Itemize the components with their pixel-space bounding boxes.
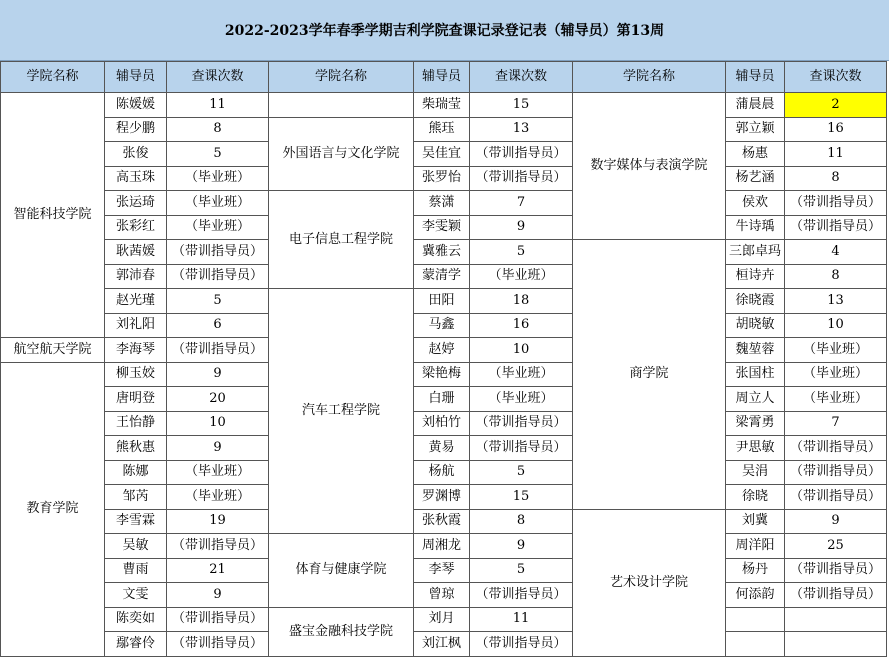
count-cell[interactable]: 8 xyxy=(785,264,887,289)
table-row xyxy=(1,583,887,608)
count-cell[interactable]: 2 xyxy=(785,93,887,118)
college-cell[interactable]: 电子信息工程学院 xyxy=(269,191,414,289)
counselor-cell[interactable]: 陈媛媛 xyxy=(105,93,167,118)
table-row xyxy=(1,436,887,461)
table-row xyxy=(1,142,887,167)
counselor-cell[interactable]: 曹雨 xyxy=(105,558,167,583)
count-cell[interactable] xyxy=(785,632,887,657)
header-row xyxy=(1,62,887,93)
count-cell[interactable]: 18 xyxy=(470,289,573,314)
count-cell[interactable]: 8 xyxy=(785,166,887,191)
count-cell[interactable]: （带训指导员） xyxy=(470,411,573,436)
counselor-cell[interactable]: 李海琴 xyxy=(105,338,167,363)
count-cell[interactable]: （带训指导员） xyxy=(167,607,269,632)
count-cell[interactable]: 13 xyxy=(785,289,887,314)
count-cell[interactable]: （毕业班） xyxy=(167,191,269,216)
counselor-cell[interactable]: 蔡潇 xyxy=(414,191,470,216)
table-row xyxy=(1,509,887,534)
counselor-cell[interactable] xyxy=(726,607,785,632)
counselor-cell[interactable]: 刘礼阳 xyxy=(105,313,167,338)
count-cell[interactable]: 7 xyxy=(470,191,573,216)
inspection-table xyxy=(0,61,887,657)
college-cell[interactable] xyxy=(269,93,414,118)
counselor-cell[interactable]: 刘柏竹 xyxy=(414,411,470,436)
counselor-cell[interactable]: 侯欢 xyxy=(726,191,785,216)
counselor-cell[interactable]: 罗渊博 xyxy=(414,485,470,510)
counselor-cell[interactable]: 杨艺涵 xyxy=(726,166,785,191)
count-cell[interactable] xyxy=(785,607,887,632)
counselor-cell[interactable]: 蒙清学 xyxy=(414,264,470,289)
counselor-cell[interactable]: 吴涓 xyxy=(726,460,785,485)
counselor-cell[interactable]: 蒲晨晨 xyxy=(726,93,785,118)
counselor-cell[interactable]: 周湘龙 xyxy=(414,534,470,559)
counselor-cell[interactable]: 程少鹏 xyxy=(105,117,167,142)
count-cell[interactable]: （带训指导员） xyxy=(785,583,887,608)
counselor-cell[interactable]: 徐晓霞 xyxy=(726,289,785,314)
counselor-cell[interactable]: 柴瑞莹 xyxy=(414,93,470,118)
count-cell[interactable]: （毕业班） xyxy=(167,460,269,485)
counselor-cell[interactable]: 熊珏 xyxy=(414,117,470,142)
count-cell[interactable]: 8 xyxy=(470,509,573,534)
count-cell[interactable]: 10 xyxy=(167,411,269,436)
count-cell[interactable]: （带训指导员） xyxy=(167,632,269,657)
table-row xyxy=(1,534,887,559)
count-cell[interactable]: 11 xyxy=(470,607,573,632)
table-row xyxy=(1,460,887,485)
counselor-cell[interactable]: 王怡静 xyxy=(105,411,167,436)
count-cell[interactable]: 13 xyxy=(470,117,573,142)
counselor-cell[interactable]: 梁霄勇 xyxy=(726,411,785,436)
table-row xyxy=(1,289,887,314)
count-cell[interactable]: （带训指导员） xyxy=(470,436,573,461)
header-college[interactable]: 学院名称 xyxy=(573,62,726,93)
header-counselor[interactable]: 辅导员 xyxy=(105,62,167,93)
count-cell[interactable]: （带训指导员） xyxy=(785,460,887,485)
college-cell[interactable]: 智能科技学院 xyxy=(1,93,105,338)
counselor-cell[interactable]: 尹思敏 xyxy=(726,436,785,461)
table-row xyxy=(1,93,887,118)
counselor-cell[interactable]: 张运琦 xyxy=(105,191,167,216)
count-cell[interactable]: 9 xyxy=(167,583,269,608)
counselor-cell[interactable] xyxy=(726,632,785,657)
count-cell[interactable]: （带训指导员） xyxy=(785,215,887,240)
count-cell[interactable]: （带训指导员） xyxy=(785,485,887,510)
count-cell[interactable]: （毕业班） xyxy=(167,215,269,240)
counselor-cell[interactable]: 马鑫 xyxy=(414,313,470,338)
counselor-cell[interactable]: 吴佳宜 xyxy=(414,142,470,167)
count-cell[interactable]: 9 xyxy=(785,509,887,534)
college-cell[interactable]: 盛宝金融科技学院 xyxy=(269,607,414,656)
count-cell[interactable]: （毕业班） xyxy=(167,485,269,510)
counselor-cell[interactable]: 唐明登 xyxy=(105,387,167,412)
count-cell[interactable]: （带训指导员） xyxy=(785,436,887,461)
count-cell[interactable]: （带训指导员） xyxy=(167,264,269,289)
header-count[interactable]: 查课次数 xyxy=(785,62,887,93)
count-cell[interactable]: 5 xyxy=(167,289,269,314)
counselor-cell[interactable]: 张彩红 xyxy=(105,215,167,240)
counselor-cell[interactable]: 邹芮 xyxy=(105,485,167,510)
table-row xyxy=(1,558,887,583)
college-cell[interactable]: 商学院 xyxy=(573,240,726,510)
header-counselor[interactable]: 辅导员 xyxy=(726,62,785,93)
counselor-cell[interactable]: 陈奕如 xyxy=(105,607,167,632)
counselor-cell[interactable]: 赵光瑾 xyxy=(105,289,167,314)
counselor-cell[interactable]: 曾琼 xyxy=(414,583,470,608)
count-cell[interactable]: （带训指导员） xyxy=(785,191,887,216)
counselor-cell[interactable]: 郭沛春 xyxy=(105,264,167,289)
counselor-cell[interactable]: 白珊 xyxy=(414,387,470,412)
counselor-cell[interactable]: 李雯颖 xyxy=(414,215,470,240)
counselor-cell[interactable]: 高玉珠 xyxy=(105,166,167,191)
counselor-cell[interactable]: 杨航 xyxy=(414,460,470,485)
count-cell[interactable]: 9 xyxy=(470,215,573,240)
college-cell[interactable]: 航空航天学院 xyxy=(1,338,105,363)
header-college[interactable]: 学院名称 xyxy=(1,62,105,93)
table-row xyxy=(1,411,887,436)
counselor-cell[interactable]: 牛诗瑀 xyxy=(726,215,785,240)
sheet-title[interactable]: 2022-2023学年春季学期吉利学院查课记录登记表（辅导员）第13周 xyxy=(0,0,889,61)
counselor-cell[interactable]: 张罗怡 xyxy=(414,166,470,191)
count-cell[interactable]: （带训指导员） xyxy=(470,142,573,167)
count-cell[interactable]: 5 xyxy=(470,240,573,265)
counselor-cell[interactable]: 熊秋惠 xyxy=(105,436,167,461)
header-college[interactable]: 学院名称 xyxy=(269,62,414,93)
count-cell[interactable]: 20 xyxy=(167,387,269,412)
count-cell[interactable]: 9 xyxy=(167,436,269,461)
count-cell[interactable]: 16 xyxy=(470,313,573,338)
counselor-cell[interactable]: 黄易 xyxy=(414,436,470,461)
count-cell[interactable]: （带训指导员） xyxy=(470,583,573,608)
counselor-cell[interactable]: 刘江枫 xyxy=(414,632,470,657)
counselor-cell[interactable]: 张国柱 xyxy=(726,362,785,387)
counselor-cell[interactable]: 张俊 xyxy=(105,142,167,167)
college-cell[interactable]: 教育学院 xyxy=(1,362,105,656)
count-cell[interactable]: 9 xyxy=(470,534,573,559)
count-cell[interactable]: 7 xyxy=(785,411,887,436)
count-cell[interactable]: 5 xyxy=(167,142,269,167)
count-cell[interactable]: 4 xyxy=(785,240,887,265)
count-cell[interactable]: 5 xyxy=(470,558,573,583)
college-cell[interactable]: 数字媒体与表演学院 xyxy=(573,93,726,240)
college-cell[interactable]: 外国语言与文化学院 xyxy=(269,117,414,191)
count-cell[interactable]: （带训指导员） xyxy=(167,338,269,363)
counselor-cell[interactable]: 耿茜媛 xyxy=(105,240,167,265)
count-cell[interactable]: 25 xyxy=(785,534,887,559)
table-row xyxy=(1,387,887,412)
counselor-cell[interactable]: 吴敏 xyxy=(105,534,167,559)
counselor-cell[interactable]: 杨惠 xyxy=(726,142,785,167)
count-cell[interactable]: 21 xyxy=(167,558,269,583)
count-cell[interactable]: 15 xyxy=(470,485,573,510)
counselor-cell[interactable]: 李雪霖 xyxy=(105,509,167,534)
count-cell[interactable]: （毕业班） xyxy=(167,166,269,191)
count-cell[interactable]: （带训指导员） xyxy=(167,534,269,559)
count-cell[interactable]: 8 xyxy=(167,117,269,142)
count-cell[interactable]: 9 xyxy=(167,362,269,387)
counselor-cell[interactable]: 陈娜 xyxy=(105,460,167,485)
counselor-cell[interactable]: 梁艳梅 xyxy=(414,362,470,387)
table-row xyxy=(1,117,887,142)
count-cell[interactable]: 16 xyxy=(785,117,887,142)
count-cell[interactable]: 19 xyxy=(167,509,269,534)
count-cell[interactable]: （带训指导员） xyxy=(470,166,573,191)
counselor-cell[interactable]: 杨丹 xyxy=(726,558,785,583)
count-cell[interactable]: （带训指导员） xyxy=(785,558,887,583)
college-cell[interactable]: 汽车工程学院 xyxy=(269,289,414,534)
counselor-cell[interactable]: 何添韵 xyxy=(726,583,785,608)
counselor-cell[interactable]: 田阳 xyxy=(414,289,470,314)
count-cell[interactable]: （毕业班） xyxy=(470,264,573,289)
table-row xyxy=(1,191,887,216)
counselor-cell[interactable]: 胡晓敏 xyxy=(726,313,785,338)
count-cell[interactable]: 5 xyxy=(470,460,573,485)
table-row xyxy=(1,338,887,363)
count-cell[interactable]: （毕业班） xyxy=(470,387,573,412)
count-cell[interactable]: （毕业班） xyxy=(785,338,887,363)
table-row xyxy=(1,215,887,240)
counselor-cell[interactable]: 刘冀 xyxy=(726,509,785,534)
counselor-cell[interactable]: 周立人 xyxy=(726,387,785,412)
counselor-cell[interactable]: 赵婷 xyxy=(414,338,470,363)
counselor-cell[interactable]: 周洋阳 xyxy=(726,534,785,559)
college-cell[interactable]: 艺术设计学院 xyxy=(573,509,726,656)
header-count[interactable]: 查课次数 xyxy=(167,62,269,93)
table-row xyxy=(1,264,887,289)
counselor-cell[interactable]: 鄢睿伶 xyxy=(105,632,167,657)
table-row xyxy=(1,166,887,191)
counselor-cell[interactable]: 刘月 xyxy=(414,607,470,632)
count-cell[interactable]: （毕业班） xyxy=(785,362,887,387)
table-row xyxy=(1,313,887,338)
table-row xyxy=(1,362,887,387)
counselor-cell[interactable]: 柳玉姣 xyxy=(105,362,167,387)
table-row xyxy=(1,607,887,632)
header-count[interactable]: 查课次数 xyxy=(470,62,573,93)
count-cell[interactable]: （毕业班） xyxy=(785,387,887,412)
counselor-cell[interactable]: 魏堃蓉 xyxy=(726,338,785,363)
header-counselor[interactable]: 辅导员 xyxy=(414,62,470,93)
count-cell[interactable]: 10 xyxy=(470,338,573,363)
count-cell[interactable]: 6 xyxy=(167,313,269,338)
table-row xyxy=(1,485,887,510)
count-cell[interactable]: 15 xyxy=(470,93,573,118)
count-cell[interactable]: 11 xyxy=(167,93,269,118)
count-cell[interactable]: （带训指导员） xyxy=(167,240,269,265)
college-cell[interactable]: 体育与健康学院 xyxy=(269,534,414,608)
count-cell[interactable]: （带训指导员） xyxy=(470,632,573,657)
counselor-cell[interactable]: 徐晓 xyxy=(726,485,785,510)
counselor-cell[interactable]: 桓诗卉 xyxy=(726,264,785,289)
table-row xyxy=(1,240,887,265)
counselor-cell[interactable]: 文雯 xyxy=(105,583,167,608)
count-cell[interactable]: 11 xyxy=(785,142,887,167)
count-cell[interactable]: 10 xyxy=(785,313,887,338)
counselor-cell[interactable]: 冀雅云 xyxy=(414,240,470,265)
counselor-cell[interactable]: 三郎卓玛 xyxy=(726,240,785,265)
count-cell[interactable]: （毕业班） xyxy=(470,362,573,387)
counselor-cell[interactable]: 郭立颖 xyxy=(726,117,785,142)
counselor-cell[interactable]: 李琴 xyxy=(414,558,470,583)
table-row xyxy=(1,632,887,657)
counselor-cell[interactable]: 张秋霞 xyxy=(414,509,470,534)
